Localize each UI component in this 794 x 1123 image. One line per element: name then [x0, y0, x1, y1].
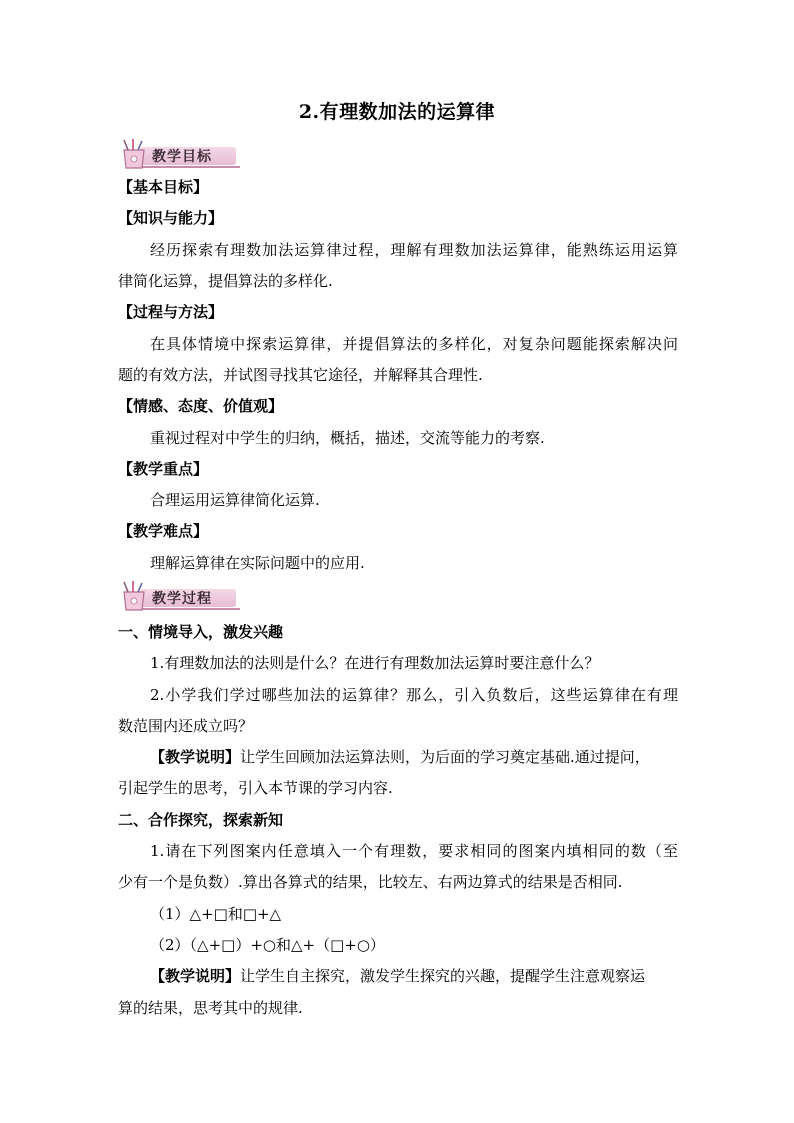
page-title: 2.有理数加法的运算律: [298, 101, 496, 123]
teaching-note-text: 让学生回顾加法运算法则，为后面的学习奠定基础.通过提问，: [240, 748, 650, 766]
paragraph-line: 律简化运算，提倡算法的多样化.: [118, 272, 333, 290]
pencil-cup-icon: [118, 138, 154, 170]
section-banner-objectives: [118, 138, 240, 170]
paragraph-line: 理解运算律在实际问题中的应用.: [150, 554, 365, 572]
paragraph-line: 数范围内还成立吗？: [118, 717, 254, 735]
paragraph-line: 算的结果，思考其中的规律.: [118, 999, 303, 1017]
teaching-note-label: 【教学说明】: [150, 967, 241, 985]
paragraph-line: 1.有理数加法的法则是什么？在进行有理数加法运算时要注意什么？: [150, 654, 600, 672]
banner-label: 教学目标: [152, 149, 212, 165]
banner-underline: [140, 166, 240, 168]
paragraph-line: 引起学生的思考，引入本节课的学习内容.: [118, 779, 393, 797]
heading-section-two: 二、合作探究，探索新知: [118, 811, 284, 829]
heading-values: 【情感、态度、价值观】: [118, 397, 284, 415]
heading-knowledge: 【知识与能力】: [118, 209, 224, 227]
heading-key-point: 【教学重点】: [118, 460, 209, 478]
heading-section-one: 一、情境导入，激发兴趣: [118, 623, 284, 641]
paragraph-line: 经历探索有理数加法运算律过程，理解有理数加法运算律，能熟练运用运算: [150, 241, 678, 259]
paragraph-line: 少有一个是负数）.算出各算式的结果，比较左、右两边算式的结果是否相同.: [118, 873, 623, 891]
paragraph-line: 合理运用运算律简化运算.: [150, 491, 320, 509]
paragraph-line: 在具体情境中探索运算律，并提倡算法的多样化，对复杂问题能探索解决问: [150, 335, 678, 353]
heading-process-method: 【过程与方法】: [118, 303, 224, 321]
banner-underline: [140, 608, 240, 610]
teaching-note-label: 【教学说明】: [150, 748, 241, 766]
teaching-note-text: 让学生自主探究，激发学生探究的兴趣，提醒学生注意观察运: [240, 967, 646, 985]
paragraph-line: 1.请在下列图案内任意填入一个有理数，要求相同的图案内填相同的数（至: [150, 842, 678, 860]
pencil-cup-icon: [118, 580, 154, 612]
heading-difficulty: 【教学难点】: [118, 522, 209, 540]
formula-line: （1）△+□和□+△: [150, 905, 282, 923]
paragraph-line: 题的有效方法，并试图寻找其它途径，并解释其合理性.: [118, 366, 483, 384]
banner-label: 教学过程: [152, 591, 212, 607]
teaching-note-line: [118, 746, 678, 768]
heading-basic-goals: 【基本目标】: [118, 178, 209, 196]
paragraph-line: 重视过程对中学生的归纳，概括，描述，交流等能力的考察.: [150, 429, 545, 447]
teaching-note-line: [118, 965, 678, 987]
paragraph-line: 2.小学我们学过哪些加法的运算律？那么，引入负数后，这些运算律在有理: [150, 686, 678, 704]
formula-line: （2）（△+□）+○和△+（□+○）: [150, 936, 385, 954]
section-banner-process: [118, 580, 240, 612]
